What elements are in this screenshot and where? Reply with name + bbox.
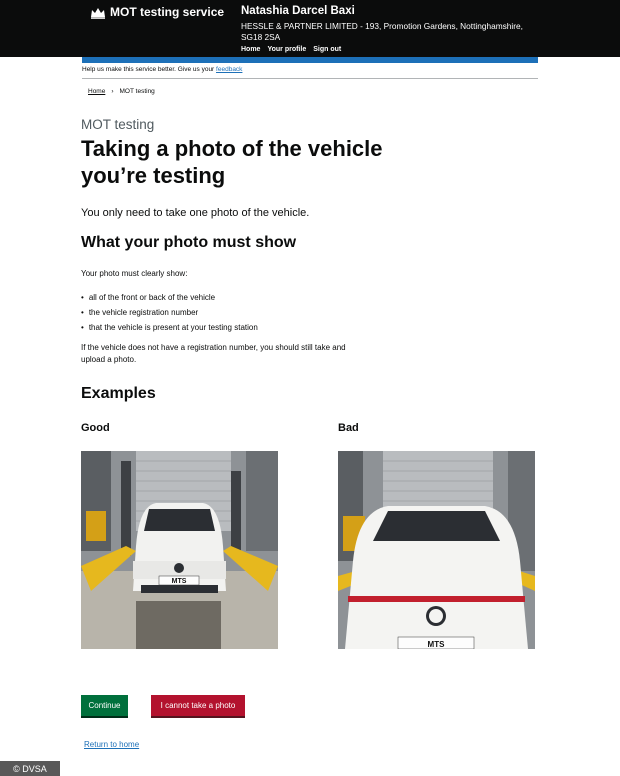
section-title: What your photo must show [81, 234, 297, 251]
copyright-badge: © DVSA [0, 761, 60, 776]
bad-plate-text: MTS [427, 640, 445, 649]
divider [82, 78, 538, 79]
breadcrumb [88, 88, 155, 95]
header-accent-bar [82, 57, 538, 63]
service-name: MOT testing service [110, 5, 225, 19]
user-name: Natashia Darcel Baxi [241, 5, 355, 17]
cannot-take-photo-button[interactable]: I cannot take a photo [151, 695, 245, 716]
breadcrumb-home[interactable]: Home [88, 88, 106, 95]
page-title: Taking a photo of the vehicle you’re testing [81, 136, 383, 188]
user-organisation: HESSLE & PARTNER LIMITED - 193, Promotion Gardens, Nottinghamshire, SG18 2SA [241, 21, 523, 42]
continue-button[interactable]: Continue [81, 695, 128, 716]
breadcrumb-current: MOT testing [119, 88, 155, 95]
nav-sign-out[interactable]: Sign out [313, 46, 342, 53]
nav-home[interactable]: Home [241, 46, 261, 53]
examples-title: Examples [81, 385, 156, 402]
lead-paragraph: You only need to take one photo of the vehicle. [81, 207, 310, 219]
return-to-home-link[interactable]: Return to home [84, 740, 140, 749]
breadcrumb-separator: › [111, 88, 114, 95]
requirements-intro: Your photo must clearly show: [81, 269, 188, 278]
list-item: • the vehicle registration number [81, 305, 258, 320]
feedback-text: Help us make this service better. Give us your [82, 66, 215, 73]
good-label: Good [81, 422, 110, 434]
bad-label: Bad [338, 422, 359, 434]
no-plate-note: If the vehicle does not have a registration number, you should still take and upload a photo. [81, 343, 346, 364]
list-item: • that the vehicle is present at your testing station [81, 320, 258, 335]
feedback-link[interactable]: feedback [216, 66, 243, 73]
nav-your-profile[interactable]: Your profile [267, 46, 307, 53]
bad-example-photo [338, 451, 535, 649]
site-header [0, 0, 620, 57]
page-caption: MOT testing [81, 117, 155, 132]
good-plate-text: MTS [171, 578, 187, 585]
feedback-banner [82, 66, 242, 73]
user-nav [241, 46, 541, 53]
requirements-list [81, 290, 258, 335]
user-panel [241, 4, 541, 53]
list-item: • all of the front or back of the vehicle [81, 290, 258, 305]
service-logo[interactable] [90, 5, 224, 19]
crown-icon [90, 6, 106, 19]
good-example-photo [81, 451, 278, 649]
